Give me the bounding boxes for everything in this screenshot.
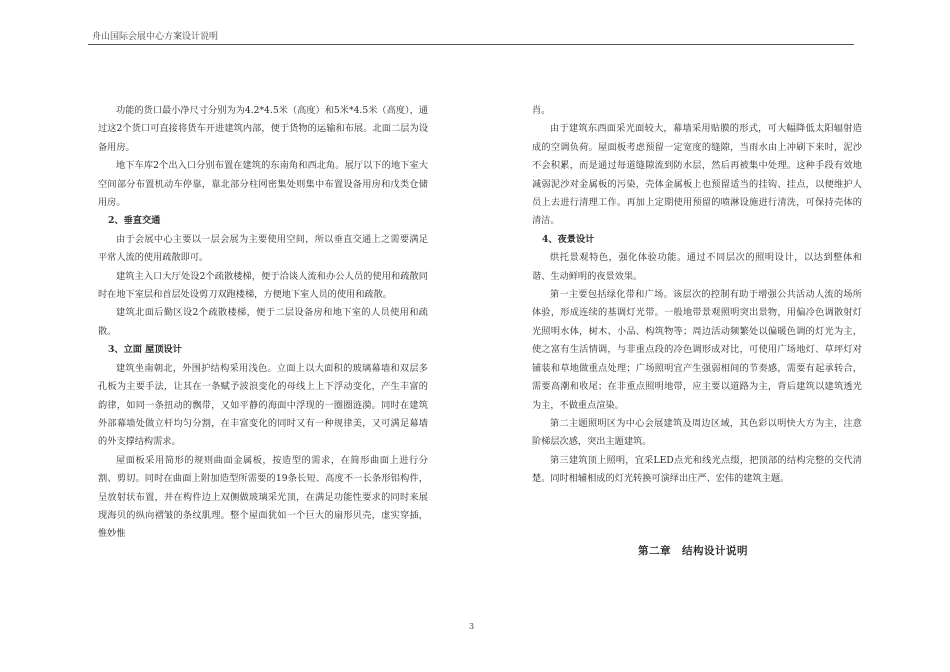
section-heading: 3、立面 屋顶设计 [108, 344, 182, 356]
body-paragraph: 烘托景观特色，强化体验功能。通过不同层次的照明设计，以达到整体和谐、生动鲜明的夜景效果。 [532, 252, 862, 282]
section-heading: 4、夜景设计 [542, 233, 595, 245]
left-text-column [98, 102, 428, 544]
body-paragraph: 屋面板采用简形的规则曲面金属板，按造型的需求，在简形曲面上进行分割、剪切。同时在曲面上附加造型所需要的19条长短、高度不一长条形铝构件，呈放射状布置，并在构件边上双侧做玻璃采光顶，在满足功能性要求的同时来展现海贝的纵向褶皱的条纹肌理。整个屋面犹如一个巨大的扇形贝壳，虚实穿插，惟妙惟 [98, 454, 428, 540]
body-paragraph: 第二主题照明区为中心会展建筑及周边区域，其色彩以明快大方为主，注意阶梯层次感，突出主题建筑。 [532, 417, 862, 448]
body-paragraph: 由于会展中心主要以一层会展为主要使用空间，所以垂直交通上之需要满足平常人流的使用疏散即可。 [98, 233, 428, 264]
section-heading: 2、垂直交通 [108, 215, 161, 227]
body-paragraph: 功能的货口最小净尺寸分别为为4.2*4.5米（高度）和5米*4.5米（高度），通过这2个货口可直接将货车开进建筑内部，便于货物的运输和布展。北面二层为设备用房。 [98, 105, 428, 153]
body-paragraph: 肖。 [532, 105, 551, 116]
body-paragraph: 由于建筑东西面采光面较大，幕墙采用贴膜的形式，可大幅降低太阳辐射造成的空调负荷。屋面板考虑预留一定宽度的缝隙，当雨水由上冲刷下来时，泥沙不会积累，而是通过每道缝隙流到防水层，然后再被集中处理。这种手段有效地减弱泥沙对金属板的污染，壳体金属板上也预留适当的挂钩、挂点，以便维护人员上去进行清理工作。再加上定期使用预留的喷淋设施进行清洗，可保持壳体的清洁。 [532, 123, 862, 227]
body-paragraph: 地下车库2个出入口分别布置在建筑的东南角和西北角。展厅以下的地下室大空间部分布置机动车停靠，靠北部分柱网密集处则集中布置设备用房和戊类仓储用房。 [98, 160, 428, 209]
header-divider [88, 44, 854, 45]
body-paragraph: 建筑主入口大厅处设2个疏散楼梯，便于洽谈人流和办公人员的使用和疏散同时在地下室层和首层处设剪刀双跑楼梯，方便地下室人员的使用和疏散。 [98, 270, 428, 301]
chapter-heading: 第二章 结构设计说明 [638, 545, 748, 557]
document-header-title: 舟山国际会展中心方案设计说明 [92, 32, 219, 42]
body-paragraph: 建筑坐南朝北，外围护结构采用浅色。立面上以大面积的玻璃幕墙和双层多孔板为主要手法，让其在一条赋予波浪变化的母线上上下浮动变化，产生丰富的韵律，如同一条扭动的飘带，又如平静的海面中浮现的一圈圈涟漪。同时在建筑外部幕墙处做立杆均匀分割，在丰富变化的同时又有一种规律美，又可满足幕墙的外支撑结构需求。 [98, 362, 428, 448]
body-paragraph: 建筑北面后勤区设2个疏散楼梯，便于二层设备房和地下室的人员使用和疏散。 [98, 307, 428, 337]
body-paragraph: 第三建筑顶上照明，宜采LED点光和线光点缀，把顶部的结构完整的交代清楚。同时相辅相成的灯光转换可演绎出庄严、宏伟的建筑主题。 [532, 454, 862, 485]
body-paragraph: 第一主要包括绿化带和广场。该层次的控制有助于增强公共活动人流的场所体验，形成连续的基调灯光带。一般地带景观照明突出景物，用偏冷色调散射灯光照明水体，树木、小品、构筑物等；周边活动频繁处以偏暖色调的灯光为主，使之富有生活情调，与非重点段的冷色调形成对比，可使用广场地灯、草坪灯对铺装和草地做重点处理；广场照明宜产生强弱相间的节奏感，需要有起承转合，需要高潮和收尾；在非重点照明地带，应主要以道路为主，背后建筑以建筑透光为主，不做重点渲染。 [532, 289, 862, 411]
right-text-column [532, 102, 862, 489]
page-number: 3 [469, 622, 475, 631]
